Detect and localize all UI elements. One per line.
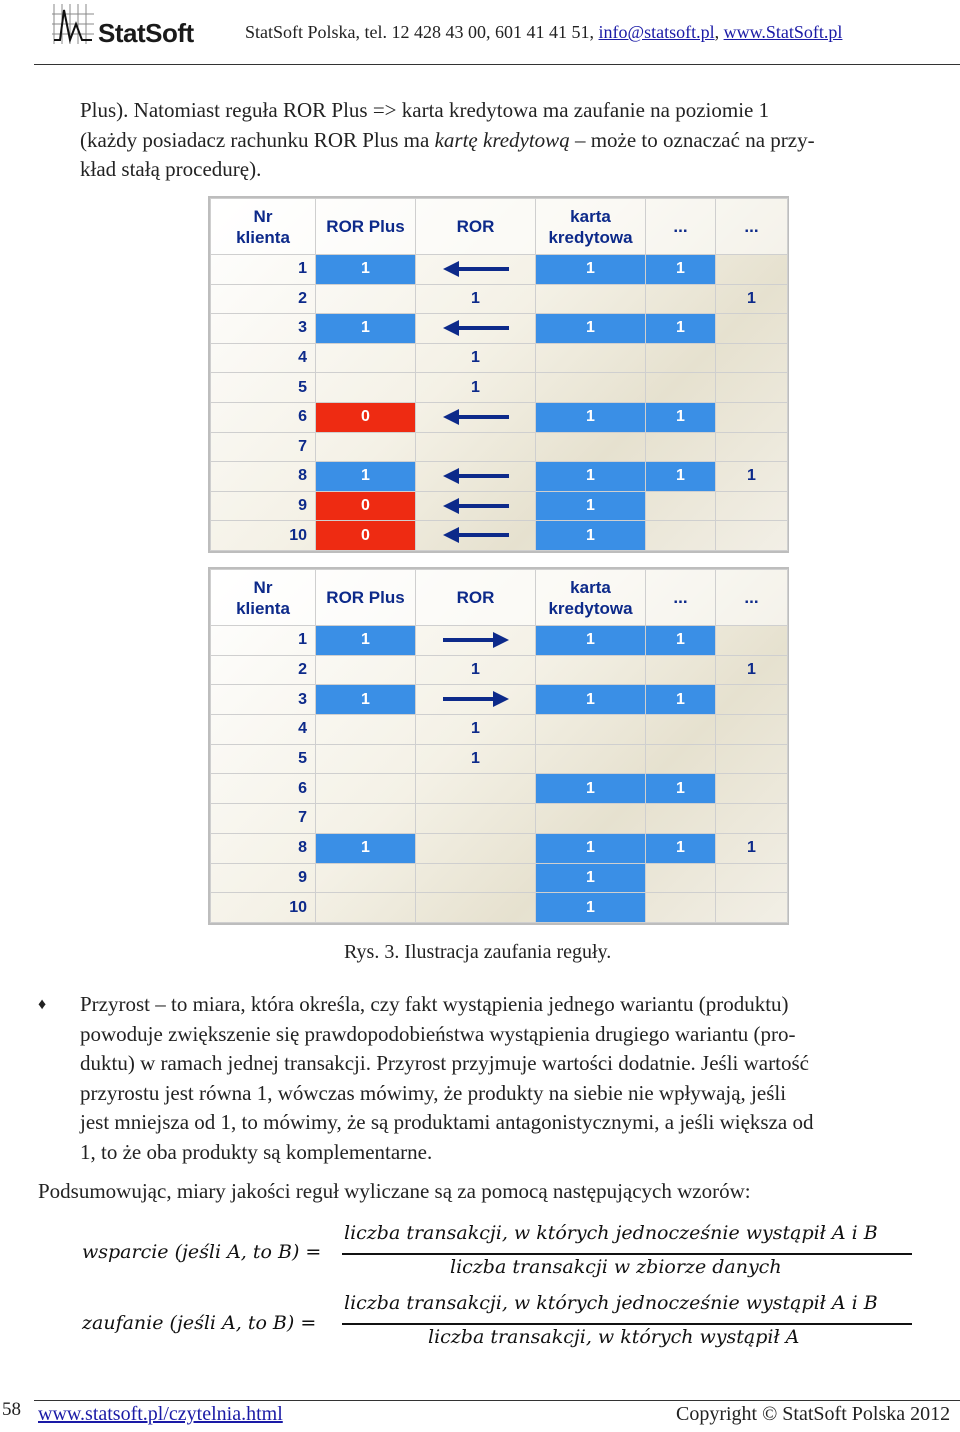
value-cell	[646, 521, 716, 551]
bullet-line-6: 1, to że oba produkty są komplementarne.	[80, 1139, 433, 1164]
value-cell: 1	[716, 833, 788, 863]
arrow-left-icon	[443, 527, 509, 543]
value-cell: 1	[536, 893, 646, 923]
value-cell	[416, 402, 536, 432]
header-divider	[34, 64, 960, 65]
value-cell: 1	[536, 685, 646, 715]
value-cell: 1	[316, 685, 416, 715]
value-cell: 1	[536, 255, 646, 285]
value-cell: 1	[416, 373, 536, 403]
arrow-right-icon	[443, 691, 509, 707]
table-row	[211, 804, 788, 834]
value-cell	[716, 804, 788, 834]
czytelnia-link[interactable]: www.statsoft.pl/czytelnia.html	[38, 1403, 283, 1425]
bullet-line-4: przyrostu jest równa 1, wówczas mówimy, że produkty na siebie nie wpływają, jeśli	[80, 1080, 787, 1105]
value-cell: 1	[416, 284, 536, 314]
value-cell: 1	[536, 626, 646, 656]
formula-support-lhs: wsparcie (jeśli A, to B) =	[82, 1241, 322, 1263]
value-cell: 1	[536, 314, 646, 344]
value-cell: 1	[416, 715, 536, 745]
value-cell	[416, 774, 536, 804]
table-row	[211, 626, 788, 656]
value-cell	[646, 655, 716, 685]
value-cell	[716, 685, 788, 715]
arrow-left-icon	[443, 409, 509, 425]
logo-text: StatSoft	[98, 18, 194, 48]
value-cell: 1	[316, 626, 416, 656]
table-row	[211, 432, 788, 462]
footer-divider	[34, 1400, 960, 1401]
client-number-cell: 7	[211, 432, 316, 462]
value-cell	[316, 343, 416, 373]
email-link[interactable]: info@statsoft.pl	[598, 22, 715, 42]
intro-line-2: (każdy posiadacz rachunku ROR Plus ma kartę kredytową – może to oznaczać na przy-	[80, 127, 815, 152]
table-header-row	[211, 570, 788, 626]
value-cell	[716, 314, 788, 344]
column-header: Nr klienta	[211, 570, 316, 626]
value-cell	[716, 432, 788, 462]
client-number-cell: 10	[211, 521, 316, 551]
value-cell	[536, 284, 646, 314]
rule-table-bottom	[208, 567, 789, 925]
value-cell	[316, 373, 416, 403]
intro-line-1: Plus). Natomiast reguła ROR Plus => karta kredytowa ma zaufanie na poziomie 1	[80, 98, 770, 122]
value-cell	[416, 491, 536, 521]
value-cell: 1	[646, 685, 716, 715]
value-cell	[416, 462, 536, 492]
value-cell: 1	[316, 255, 416, 285]
client-number-cell: 8	[211, 462, 316, 492]
website-link[interactable]: www.StatSoft.pl	[723, 22, 843, 42]
value-cell: 1	[536, 833, 646, 863]
value-cell	[316, 863, 416, 893]
value-cell	[316, 432, 416, 462]
value-cell	[416, 863, 536, 893]
bullet-paragraph	[80, 990, 956, 1167]
value-cell: 1	[416, 655, 536, 685]
value-cell	[646, 343, 716, 373]
value-cell: 1	[316, 833, 416, 863]
intro-paragraph	[80, 96, 956, 185]
value-cell	[316, 284, 416, 314]
client-number-cell: 3	[211, 314, 316, 344]
column-header: ...	[716, 570, 788, 626]
value-cell	[316, 893, 416, 923]
value-cell	[716, 373, 788, 403]
value-cell: 1	[646, 833, 716, 863]
bullet-line-1: Przyrost – to miara, która określa, czy fakt wystąpienia jednego wariantu (produktu)	[80, 992, 789, 1016]
value-cell	[716, 744, 788, 774]
value-cell	[416, 804, 536, 834]
client-number-cell: 9	[211, 491, 316, 521]
value-cell: 1	[416, 744, 536, 774]
value-cell	[416, 626, 536, 656]
value-cell: 1	[416, 343, 536, 373]
value-cell: 1	[316, 462, 416, 492]
figure-caption: Rys. 3. Ilustracja zaufania reguły.	[344, 941, 612, 963]
table-row	[211, 491, 788, 521]
client-number-cell: 9	[211, 863, 316, 893]
client-number-cell: 5	[211, 744, 316, 774]
client-number-cell: 6	[211, 774, 316, 804]
value-cell	[716, 402, 788, 432]
statsoft-logo-icon	[52, 4, 94, 44]
table-row	[211, 462, 788, 492]
client-number-cell: 2	[211, 284, 316, 314]
value-cell	[316, 655, 416, 685]
column-header: ROR Plus	[316, 570, 416, 626]
header-contact	[245, 22, 842, 43]
value-cell	[646, 863, 716, 893]
value-cell	[646, 893, 716, 923]
value-cell	[716, 491, 788, 521]
table-row	[211, 744, 788, 774]
table-row	[211, 685, 788, 715]
value-cell	[416, 255, 536, 285]
column-header: Nr klienta	[211, 199, 316, 255]
rule-grid-top	[210, 198, 788, 551]
value-cell: 1	[716, 462, 788, 492]
value-cell	[416, 685, 536, 715]
copyright-text: Copyright © StatSoft Polska 2012	[676, 1403, 951, 1425]
table-row	[211, 655, 788, 685]
arrow-right-icon	[443, 632, 509, 648]
value-cell	[646, 373, 716, 403]
table-row	[211, 373, 788, 403]
column-header: karta kredytowa	[536, 199, 646, 255]
table-row	[211, 255, 788, 285]
page-number: 58	[2, 1399, 21, 1420]
footer-link-wrap	[38, 1403, 283, 1426]
bullet-line-2: powoduje zwiększenie się prawdopodobieństwa wystąpienia drugiego wariantu (pro-	[80, 1021, 796, 1046]
column-header: ...	[646, 199, 716, 255]
value-cell	[316, 804, 416, 834]
value-cell	[316, 774, 416, 804]
summary-line: Podsumowując, miary jakości reguł wyliczane są za pomocą następujących wzorów:	[38, 1179, 751, 1203]
value-cell: 1	[716, 284, 788, 314]
table-row	[211, 774, 788, 804]
value-cell	[646, 715, 716, 745]
value-cell	[646, 432, 716, 462]
intro-line-3: kład stałą procedurę).	[80, 157, 262, 181]
value-cell: 1	[716, 655, 788, 685]
formula-support-numerator: liczba transakcji, w których jednocześnie wystąpił A i B	[344, 1222, 878, 1244]
value-cell	[716, 715, 788, 745]
value-cell: 1	[536, 402, 646, 432]
table-row	[211, 314, 788, 344]
value-cell: 1	[536, 863, 646, 893]
client-number-cell: 10	[211, 893, 316, 923]
value-cell	[646, 491, 716, 521]
column-header: ROR	[416, 199, 536, 255]
diamond-bullet-icon: ♦	[38, 996, 47, 1013]
value-cell	[646, 284, 716, 314]
value-cell: 1	[536, 491, 646, 521]
value-cell: 1	[536, 521, 646, 551]
value-cell	[536, 655, 646, 685]
client-number-cell: 3	[211, 685, 316, 715]
table-row	[211, 863, 788, 893]
formula-confidence-numerator: liczba transakcji, w których jednocześnie wystąpił A i B	[344, 1292, 878, 1314]
formula-confidence-denominator: liczba transakcji, w których wystąpił A	[428, 1326, 800, 1348]
value-cell	[716, 255, 788, 285]
value-cell	[716, 774, 788, 804]
value-cell	[536, 432, 646, 462]
value-cell	[536, 744, 646, 774]
value-cell: 0	[316, 402, 416, 432]
value-cell: 0	[316, 521, 416, 551]
value-cell	[536, 373, 646, 403]
fraction-line	[342, 1253, 912, 1255]
value-cell: 1	[536, 462, 646, 492]
client-number-cell: 1	[211, 626, 316, 656]
value-cell	[716, 626, 788, 656]
value-cell: 0	[316, 491, 416, 521]
table-row	[211, 893, 788, 923]
arrow-left-icon	[443, 261, 509, 277]
table-row	[211, 402, 788, 432]
client-number-cell: 2	[211, 655, 316, 685]
client-number-cell: 1	[211, 255, 316, 285]
arrow-left-icon	[443, 498, 509, 514]
column-header: ROR	[416, 570, 536, 626]
value-cell	[536, 715, 646, 745]
column-header: ROR Plus	[316, 199, 416, 255]
bullet-line-3: duktu) w ramach jednej transakcji. Przyrost przyjmuje wartości dodatnie. Jeśli wartość	[80, 1051, 809, 1075]
separator: ,	[714, 22, 724, 42]
value-cell: 1	[536, 774, 646, 804]
value-cell	[646, 744, 716, 774]
client-number-cell: 4	[211, 343, 316, 373]
client-number-cell: 4	[211, 715, 316, 745]
value-cell: 1	[646, 402, 716, 432]
value-cell	[416, 833, 536, 863]
value-cell: 1	[316, 314, 416, 344]
value-cell: 1	[646, 774, 716, 804]
column-header: ...	[646, 570, 716, 626]
rule-table-top	[208, 196, 789, 553]
client-number-cell: 8	[211, 833, 316, 863]
value-cell: 1	[646, 462, 716, 492]
table-row	[211, 715, 788, 745]
column-header: ...	[716, 199, 788, 255]
bullet-line-5: jest mniejsza od 1, to mówimy, że są produktami antagonistycznymi, a jeśli większa od	[80, 1110, 814, 1134]
column-header: karta kredytowa	[536, 570, 646, 626]
company-info: StatSoft Polska, tel. 12 428 43 00, 601 41 41 51,	[245, 22, 599, 42]
value-cell	[716, 343, 788, 373]
value-cell: 1	[646, 314, 716, 344]
italic-term: kartę kredytową	[434, 127, 570, 152]
arrow-left-icon	[443, 468, 509, 484]
table-row	[211, 343, 788, 373]
value-cell	[316, 715, 416, 745]
rule-grid-bottom	[210, 569, 788, 923]
fraction-line	[342, 1323, 912, 1325]
value-cell	[716, 893, 788, 923]
value-cell	[316, 744, 416, 774]
formula-support-denominator: liczba transakcji w zbiorze danych	[450, 1256, 782, 1278]
client-number-cell: 5	[211, 373, 316, 403]
client-number-cell: 7	[211, 804, 316, 834]
value-cell	[416, 893, 536, 923]
client-number-cell: 6	[211, 402, 316, 432]
value-cell	[416, 432, 536, 462]
value-cell	[716, 521, 788, 551]
value-cell: 1	[646, 626, 716, 656]
value-cell: 1	[646, 255, 716, 285]
table-row	[211, 833, 788, 863]
value-cell	[416, 314, 536, 344]
value-cell	[536, 343, 646, 373]
table-header-row	[211, 199, 788, 255]
value-cell	[416, 521, 536, 551]
value-cell	[536, 804, 646, 834]
table-row	[211, 521, 788, 551]
arrow-left-icon	[443, 320, 509, 336]
value-cell	[646, 804, 716, 834]
value-cell	[716, 863, 788, 893]
formula-confidence-lhs: zaufanie (jeśli A, to B) =	[82, 1312, 317, 1334]
table-row	[211, 284, 788, 314]
page-header	[0, 0, 960, 66]
